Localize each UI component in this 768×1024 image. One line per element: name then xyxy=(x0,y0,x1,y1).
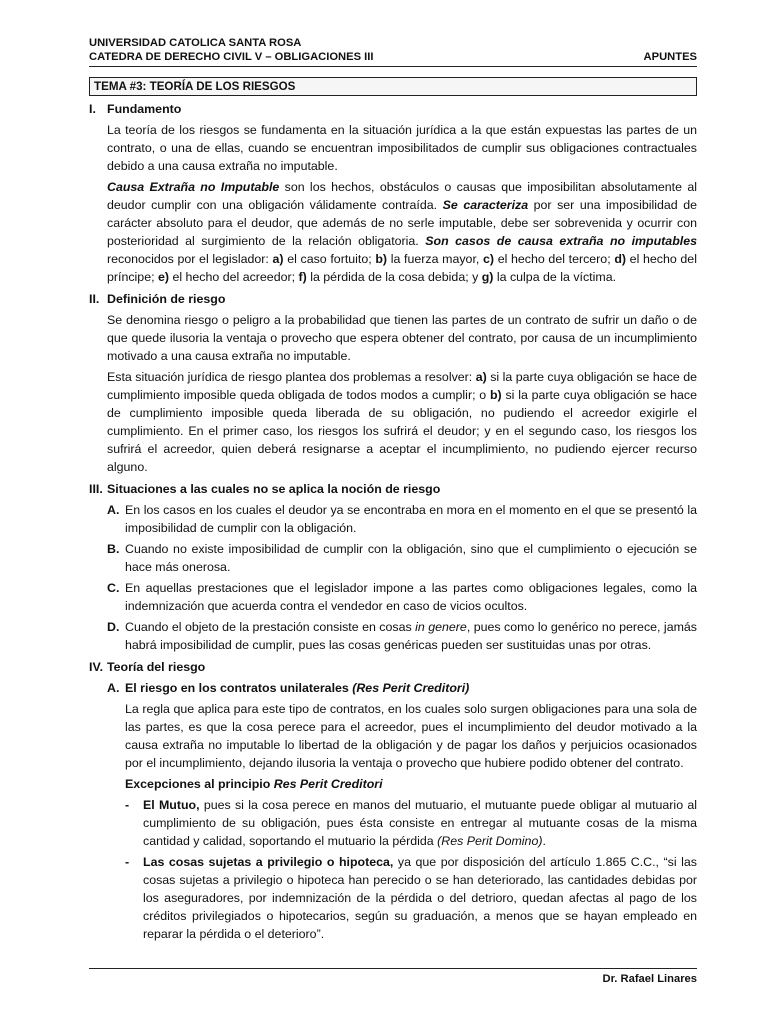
text-run: el hecho del acreedor; xyxy=(169,270,299,284)
paragraph xyxy=(107,178,697,286)
text-run: la pérdida de la cosa debida; y xyxy=(306,270,482,284)
dash-item xyxy=(125,796,697,850)
text-run: por ser una imposibilidad de carácter absoluto para el deudor, que además de no serle imputable, debe ser sobrevenida y ocurrir con posterioridad al surgimiento de la relación obligatoria. xyxy=(107,198,698,248)
list-text: Cuando no existe imposibilidad de cumplir con la obligación, sino que el cumplimiento o ejecución se hace más onerosa. xyxy=(125,542,697,574)
dash-bullet: - xyxy=(125,798,130,812)
text-run: , pues como lo genérico no perece, jamás habrá imposibilidad de cumplir, pues las cosas genéricas pueden ser sustituidas unas por otras. xyxy=(125,620,697,652)
author-signature: Dr. Rafael Linares xyxy=(602,973,697,985)
term-bold-italic: Son casos de causa extraña no imputables xyxy=(425,234,697,248)
dash-bullet: - xyxy=(125,855,130,869)
section-title: Fundamento xyxy=(107,102,182,116)
paragraph: La regla que aplica para este tipo de contratos, en los cuales solo surgen obligaciones para una sola de las partes, es que la cosa perece para el acreedor, pues el incumplimiento del deudor motivado a la causa extraña no imputable lo libertad de la obligación y de pagar los daños y perjuicios ocasionados por el incumplimiento, dejando ilusoria la ventaja o provecho que hubiere podido obtener del contrato. xyxy=(125,702,697,770)
list-item xyxy=(107,579,697,615)
text-run: si la parte cuya obligación se hace de cumplimiento imposible queda liberada de su obligación, no pudiendo el acreedor exigirle el cumplimiento. En el primer caso, los riesgos los sufrirá el deudor; y en el segundo caso, los riesgos los sufrirá el acreedor, quien deberá resignarse a aceptar el incumplimiento, no pudiendo ejercer recurso alguno. xyxy=(107,388,697,474)
term-italic: (Res Perit Domino) xyxy=(437,834,543,848)
text-run: el caso fortuito; xyxy=(283,252,376,266)
enum-label: a) xyxy=(475,370,487,384)
text-run: el hecho del príncipe; xyxy=(107,252,697,284)
text-run: ya que por disposición del artículo 1.865 C.C., “si las cosas sujetas a privilegio o hipoteca han perecido o se han deteriorado, las cantidades debidas por los aseguradores, por indemnización de la pérdida o del detrioro, quedan afectas al pago de los créditos privilegiados o hipotecarios, según su graduación, a menos que se hayan empleado en reparar la pérdida o el deterioro”. xyxy=(143,855,697,941)
section-number: I. xyxy=(89,102,96,116)
term-bold: Las cosas sujetas a privilegio o hipoteca, xyxy=(143,855,394,869)
university-name: UNIVERSIDAD CATOLICA SANTA ROSA xyxy=(89,37,302,49)
text-run: Excepciones al principio xyxy=(125,777,274,791)
list-item xyxy=(107,618,697,654)
enum-label: b) xyxy=(375,252,388,266)
section-heading-3 xyxy=(89,480,697,498)
enum-label: f) xyxy=(298,270,307,284)
paragraph: La teoría de los riesgos se fundamenta en la situación jurídica a la que están expuestas las partes de un contrato, o una de ellas, cuando se encuentran imposibilitados de cumplir sus obligaciones contractuales debido a una causa extraña no imputable. xyxy=(107,123,697,173)
page-header xyxy=(89,36,697,64)
term-bold: El Mutuo, xyxy=(143,798,200,812)
subsection-title xyxy=(125,679,697,697)
list-label: A. xyxy=(107,503,120,517)
text-run: Esta situación jurídica de riesgo plantea dos problemas a resolver: xyxy=(107,370,476,384)
term-bold-italic: Causa Extraña no Imputable xyxy=(107,180,280,194)
text-run: pues si la cosa perece en manos del mutuario, el mutuante puede obligar al mutuario al cumplimiento de su obligación, pues ésta consiste en entregar al mutuante cosas de la misma cantidad y calidad, soportando el mutuario la pérdida xyxy=(143,798,697,848)
page-footer xyxy=(89,968,697,985)
enum-label: d) xyxy=(614,252,627,266)
text-run: . xyxy=(542,834,546,848)
list-text: En los casos en los cuales el deudor ya se encontraba en mora en el momento en el que se presentó la imposibilidad de cumplir con la obligación. xyxy=(125,503,697,535)
section-title: Situaciones a las cuales no se aplica la noción de riesgo xyxy=(107,482,441,496)
enum-label: b) xyxy=(489,388,502,402)
term-italic: (Res Perit Creditori) xyxy=(352,681,470,695)
document-page xyxy=(89,36,697,943)
enum-label: g) xyxy=(481,270,494,284)
text-run: Cuando el objeto de la prestación consiste en cosas xyxy=(125,620,416,634)
subsection-heading xyxy=(107,679,697,697)
term-bold-italic: Se caracteriza xyxy=(442,198,529,212)
section-number: III. xyxy=(89,482,103,496)
text-run: la culpa de la víctima. xyxy=(493,270,617,284)
term-italic: in genere xyxy=(415,620,467,634)
paragraph xyxy=(107,368,697,476)
section-heading-2 xyxy=(89,290,697,308)
section-heading-4 xyxy=(89,658,697,676)
term-italic: Res Perit Creditori xyxy=(273,777,383,791)
text-run: reconocidos por el legislador: xyxy=(107,252,273,266)
header-rule xyxy=(89,66,697,67)
dash-item xyxy=(125,853,697,943)
notes-tag: APUNTES xyxy=(643,51,697,63)
list-label: C. xyxy=(107,581,120,595)
section-heading-1 xyxy=(89,100,697,118)
list-label: B. xyxy=(107,542,120,556)
list-label: A. xyxy=(107,681,120,695)
paragraph: Se denomina riesgo o peligro a la probabilidad que tienen las partes de un contrato de sufrir un daño o de que quede ilusoria la ventaja o provecho que espera obtener del contrato, por causa de un incumplimiento motivado a una causa extraña no imputable. xyxy=(107,313,697,363)
text-run: son los hechos, obstáculos o causas que imposibilitan absolutamente al deudor cumplir con una obligación válidamente contraída. xyxy=(107,180,697,212)
list-text: En aquellas prestaciones que el legislador impone a las partes como obligaciones legales, como la indemnización que acuerda contra el vendedor en caso de vicios ocultos. xyxy=(125,581,697,613)
topic-title-box: TEMA #3: TEORÍA DE LOS RIESGOS xyxy=(89,77,697,96)
text-run: El riesgo en los contratos unilaterales xyxy=(125,681,353,695)
list-item xyxy=(107,540,697,576)
text-run: el hecho del tercero; xyxy=(494,252,615,266)
list-text xyxy=(125,618,697,654)
enum-label: e) xyxy=(157,270,169,284)
enum-label: c) xyxy=(483,252,495,266)
list-label: D. xyxy=(107,620,120,634)
section-title: Teoría del riesgo xyxy=(107,660,206,674)
section-number: II. xyxy=(89,292,100,306)
enum-label: a) xyxy=(272,252,284,266)
dash-text xyxy=(143,853,697,943)
section-title: Definición de riesgo xyxy=(107,292,226,306)
list-item xyxy=(107,501,697,537)
course-name: CATEDRA DE DERECHO CIVIL V – OBLIGACIONES III xyxy=(89,51,374,63)
dash-text xyxy=(143,796,697,850)
text-run: la fuerza mayor, xyxy=(387,252,483,266)
exceptions-heading xyxy=(125,775,697,793)
text-run: si la parte cuya obligación se hace de cumplimiento imposible queda obligada de todos modos a cumplir; o xyxy=(107,370,697,402)
section-number: IV. xyxy=(89,660,104,674)
